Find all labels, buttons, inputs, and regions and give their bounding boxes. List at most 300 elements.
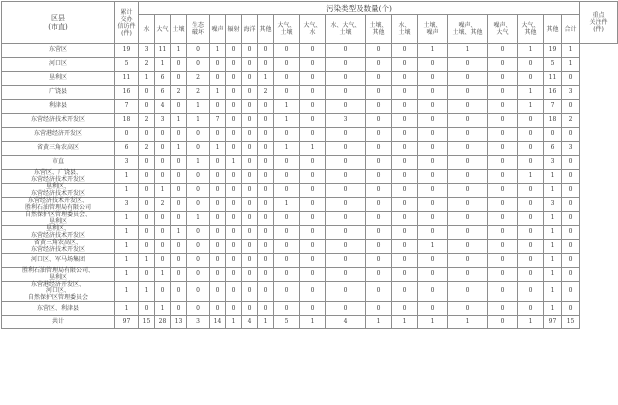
- value-cell: 0: [258, 44, 274, 58]
- value-cell: 0: [448, 212, 488, 226]
- value-cell: 0: [210, 282, 226, 302]
- value-cell: 0: [258, 240, 274, 254]
- value-cell: 0: [242, 58, 258, 72]
- value-cell: 0: [448, 72, 488, 86]
- value-cell: 0: [155, 128, 171, 142]
- header-pollution-type: 大气、 其他: [518, 15, 544, 44]
- value-cell: 0: [171, 268, 187, 282]
- value-cell: 0: [226, 142, 242, 156]
- value-cell: 16: [115, 86, 139, 100]
- value-cell: 0: [171, 212, 187, 226]
- table-row: [2, 128, 618, 142]
- header-pollution-type: 土壤、 其他: [366, 15, 392, 44]
- region-cell: 自然保护区管理委员会、 垦利区: [2, 212, 115, 226]
- value-cell: 0: [326, 302, 366, 316]
- header-pollution-group: 污染类型及数量(个): [139, 2, 580, 15]
- value-cell: 1: [544, 302, 562, 316]
- value-cell: 0: [562, 156, 580, 170]
- value-cell: 0: [518, 114, 544, 128]
- value-cell: 2: [139, 58, 155, 72]
- value-cell: 0: [210, 100, 226, 114]
- value-cell: 0: [518, 72, 544, 86]
- value-cell: 0: [187, 254, 210, 268]
- value-cell: 1: [115, 212, 139, 226]
- value-cell: 1: [518, 316, 544, 329]
- value-cell: 0: [562, 226, 580, 240]
- value-cell: 1: [448, 316, 488, 329]
- table-row: [2, 170, 618, 184]
- table-row: [2, 254, 618, 268]
- table-row: [2, 114, 618, 128]
- value-cell: 1: [518, 170, 544, 184]
- value-cell: 1: [171, 142, 187, 156]
- value-cell: 0: [139, 86, 155, 100]
- value-cell: 0: [226, 114, 242, 128]
- value-cell: 1: [115, 268, 139, 282]
- value-cell: 0: [155, 254, 171, 268]
- value-cell: 0: [242, 156, 258, 170]
- value-cell: 0: [518, 198, 544, 212]
- value-cell: 0: [242, 86, 258, 100]
- value-cell: 1: [418, 240, 448, 254]
- value-cell: 1: [544, 212, 562, 226]
- value-cell: 0: [258, 212, 274, 226]
- value-cell: 0: [226, 128, 242, 142]
- value-cell: 0: [326, 156, 366, 170]
- value-cell: 0: [258, 302, 274, 316]
- value-cell: 14: [210, 316, 226, 329]
- table-row: [2, 44, 618, 58]
- value-cell: 1: [366, 316, 392, 329]
- value-cell: 0: [488, 142, 518, 156]
- value-cell: 0: [226, 254, 242, 268]
- value-cell: 2: [139, 114, 155, 128]
- value-cell: 0: [155, 282, 171, 302]
- value-cell: 0: [392, 156, 418, 170]
- header-pollution-type: 水、 土壤: [392, 15, 418, 44]
- header-pollution-type: 海洋: [242, 15, 258, 44]
- value-cell: 1: [518, 44, 544, 58]
- value-cell: 6: [155, 86, 171, 100]
- value-cell: 0: [155, 156, 171, 170]
- value-cell: 0: [258, 128, 274, 142]
- value-cell: 3: [544, 156, 562, 170]
- value-cell: 1: [392, 316, 418, 329]
- value-cell: 0: [226, 44, 242, 58]
- value-cell: 1: [171, 114, 187, 128]
- value-cell: 0: [226, 58, 242, 72]
- value-cell: 1: [258, 316, 274, 329]
- value-cell: 0: [488, 282, 518, 302]
- value-cell: 0: [187, 142, 210, 156]
- value-cell: 0: [115, 128, 139, 142]
- value-cell: 1: [115, 184, 139, 198]
- value-cell: 0: [210, 170, 226, 184]
- value-cell: 0: [392, 226, 418, 240]
- value-cell: 1: [300, 316, 326, 329]
- value-cell: 1: [115, 226, 139, 240]
- value-cell: 7: [115, 100, 139, 114]
- value-cell: 0: [448, 128, 488, 142]
- value-cell: 0: [562, 198, 580, 212]
- value-cell: 0: [210, 302, 226, 316]
- value-cell: 0: [418, 156, 448, 170]
- value-cell: 0: [274, 128, 300, 142]
- region-cell: 河口区、军马场集团: [2, 254, 115, 268]
- header-pollution-type: 合计: [562, 15, 580, 44]
- value-cell: 1: [187, 114, 210, 128]
- value-cell: 16: [544, 86, 562, 100]
- value-cell: 0: [518, 184, 544, 198]
- value-cell: 0: [300, 226, 326, 240]
- value-cell: 0: [171, 72, 187, 86]
- value-cell: 0: [392, 254, 418, 268]
- value-cell: 0: [488, 170, 518, 184]
- value-cell: 0: [392, 240, 418, 254]
- value-cell: 1: [115, 282, 139, 302]
- table-row: [2, 156, 618, 170]
- value-cell: 2: [139, 142, 155, 156]
- value-cell: 0: [300, 184, 326, 198]
- value-cell: 1: [155, 184, 171, 198]
- value-cell: 0: [242, 142, 258, 156]
- value-cell: 3: [326, 114, 366, 128]
- value-cell: 0: [518, 156, 544, 170]
- value-cell: 1: [226, 156, 242, 170]
- value-cell: 4: [326, 316, 366, 329]
- value-cell: 3: [562, 86, 580, 100]
- value-cell: 0: [562, 302, 580, 316]
- value-cell: 0: [488, 226, 518, 240]
- header-pollution-type: 噪声、 大气: [488, 15, 518, 44]
- value-cell: 1: [115, 170, 139, 184]
- value-cell: 1: [226, 316, 242, 329]
- value-cell: 0: [418, 170, 448, 184]
- value-cell: 0: [300, 114, 326, 128]
- value-cell: 1: [210, 142, 226, 156]
- value-cell: 1: [544, 282, 562, 302]
- value-cell: 0: [258, 100, 274, 114]
- value-cell: 0: [326, 240, 366, 254]
- value-cell: 1: [562, 58, 580, 72]
- value-cell: 0: [326, 198, 366, 212]
- value-cell: 0: [448, 114, 488, 128]
- value-cell: 0: [210, 58, 226, 72]
- value-cell: 0: [418, 282, 448, 302]
- value-cell: 0: [274, 156, 300, 170]
- value-cell: 0: [171, 198, 187, 212]
- value-cell: 7: [210, 114, 226, 128]
- value-cell: 0: [171, 128, 187, 142]
- value-cell: 1: [300, 142, 326, 156]
- value-cell: 0: [171, 302, 187, 316]
- value-cell: 19: [544, 44, 562, 58]
- value-cell: 0: [274, 170, 300, 184]
- value-cell: 3: [139, 44, 155, 58]
- value-cell: 0: [210, 184, 226, 198]
- header-region: 区县 (市直): [2, 2, 115, 44]
- value-cell: 0: [242, 282, 258, 302]
- table-row: [2, 86, 618, 100]
- value-cell: 0: [448, 268, 488, 282]
- value-cell: 1: [544, 268, 562, 282]
- value-cell: 1: [115, 302, 139, 316]
- header-pollution-type: 辐射: [226, 15, 242, 44]
- value-cell: 0: [242, 198, 258, 212]
- value-cell: 1: [274, 198, 300, 212]
- value-cell: 0: [139, 198, 155, 212]
- table-row: [2, 240, 618, 254]
- value-cell: 0: [448, 282, 488, 302]
- value-cell: 0: [366, 156, 392, 170]
- value-cell: 0: [392, 184, 418, 198]
- value-cell: 3: [115, 156, 139, 170]
- value-cell: 0: [366, 100, 392, 114]
- value-cell: 0: [187, 128, 210, 142]
- value-cell: 0: [418, 226, 448, 240]
- value-cell: 11: [544, 72, 562, 86]
- value-cell: 0: [242, 226, 258, 240]
- value-cell: 5: [115, 58, 139, 72]
- value-cell: 1: [155, 302, 171, 316]
- value-cell: 0: [139, 100, 155, 114]
- value-cell: 1: [258, 72, 274, 86]
- value-cell: 1: [187, 212, 210, 226]
- value-cell: 0: [366, 184, 392, 198]
- value-cell: 0: [366, 226, 392, 240]
- value-cell: 0: [210, 72, 226, 86]
- table-row: [2, 268, 618, 282]
- value-cell: 0: [392, 302, 418, 316]
- value-cell: 0: [210, 240, 226, 254]
- value-cell: 0: [171, 184, 187, 198]
- value-cell: 13: [171, 316, 187, 329]
- value-cell: 0: [488, 128, 518, 142]
- value-cell: 2: [187, 72, 210, 86]
- value-cell: 0: [139, 240, 155, 254]
- value-cell: 0: [226, 226, 242, 240]
- value-cell: 1: [544, 184, 562, 198]
- value-cell: 18: [115, 114, 139, 128]
- value-cell: 0: [366, 114, 392, 128]
- value-cell: 0: [226, 268, 242, 282]
- value-cell: 0: [155, 240, 171, 254]
- value-cell: 0: [518, 58, 544, 72]
- value-cell: 0: [210, 198, 226, 212]
- value-cell: 0: [300, 58, 326, 72]
- header-pollution-type: 土壤、 噪声: [418, 15, 448, 44]
- value-cell: 0: [258, 170, 274, 184]
- header-duplicate: 重点 关注件 (件): [580, 2, 618, 44]
- value-cell: 6: [544, 142, 562, 156]
- value-cell: 0: [418, 114, 448, 128]
- value-cell: 0: [242, 302, 258, 316]
- value-cell: 0: [187, 302, 210, 316]
- value-cell: 0: [300, 170, 326, 184]
- value-cell: 1: [448, 44, 488, 58]
- value-cell: 0: [392, 198, 418, 212]
- value-cell: 0: [242, 254, 258, 268]
- value-cell: 0: [518, 226, 544, 240]
- value-cell: 1: [274, 100, 300, 114]
- value-cell: 3: [187, 316, 210, 329]
- value-cell: 0: [392, 114, 418, 128]
- region-cell: 东营区、广饶县、 东营经济技术开发区: [2, 170, 115, 184]
- region-cell: 省黄三角农高区: [2, 142, 115, 156]
- value-cell: 0: [366, 72, 392, 86]
- value-cell: 0: [226, 184, 242, 198]
- value-cell: 0: [418, 198, 448, 212]
- value-cell: 0: [326, 254, 366, 268]
- value-cell: 2: [171, 86, 187, 100]
- value-cell: 0: [139, 302, 155, 316]
- value-cell: 1: [171, 44, 187, 58]
- value-cell: 0: [518, 268, 544, 282]
- value-cell: 0: [187, 226, 210, 240]
- value-cell: 0: [258, 58, 274, 72]
- table-row: [2, 282, 618, 302]
- value-cell: 0: [242, 44, 258, 58]
- value-cell: 0: [488, 184, 518, 198]
- value-cell: 0: [300, 268, 326, 282]
- header-pollution-type: 水、大气、 土壤: [326, 15, 366, 44]
- header-pollution-type: 大气、 土壤: [274, 15, 300, 44]
- header-pollution-type: 大气: [155, 15, 171, 44]
- value-cell: 0: [226, 212, 242, 226]
- value-cell: 0: [392, 100, 418, 114]
- value-cell: 0: [326, 170, 366, 184]
- table-row: [2, 100, 618, 114]
- value-cell: 0: [326, 142, 366, 156]
- value-cell: 0: [274, 58, 300, 72]
- value-cell: 1: [171, 226, 187, 240]
- value-cell: 0: [187, 268, 210, 282]
- region-cell: 东营港经济开发区、 河口区、 自然保护区管理委员会: [2, 282, 115, 302]
- value-cell: 2: [155, 198, 171, 212]
- table-row: [2, 184, 618, 198]
- value-cell: 0: [226, 302, 242, 316]
- value-cell: 18: [544, 114, 562, 128]
- value-cell: 0: [488, 44, 518, 58]
- value-cell: 0: [392, 72, 418, 86]
- value-cell: 19: [115, 44, 139, 58]
- header-pollution-type: 其他: [544, 15, 562, 44]
- value-cell: 0: [488, 156, 518, 170]
- value-cell: 0: [242, 184, 258, 198]
- value-cell: 0: [488, 198, 518, 212]
- value-cell: 0: [418, 72, 448, 86]
- value-cell: 0: [392, 142, 418, 156]
- value-cell: 0: [300, 156, 326, 170]
- value-cell: 0: [300, 86, 326, 100]
- value-cell: 0: [562, 128, 580, 142]
- value-cell: 0: [488, 114, 518, 128]
- value-cell: 0: [139, 268, 155, 282]
- header-pollution-type: 水: [139, 15, 155, 44]
- value-cell: 0: [562, 100, 580, 114]
- value-cell: 0: [366, 254, 392, 268]
- value-cell: 0: [258, 282, 274, 302]
- value-cell: 1: [544, 170, 562, 184]
- value-cell: 3: [544, 198, 562, 212]
- region-cell: 广饶县: [2, 86, 115, 100]
- value-cell: 0: [366, 44, 392, 58]
- value-cell: 0: [242, 100, 258, 114]
- value-cell: 0: [366, 302, 392, 316]
- value-cell: 0: [544, 128, 562, 142]
- value-cell: 0: [242, 170, 258, 184]
- value-cell: 0: [155, 142, 171, 156]
- value-cell: 0: [562, 254, 580, 268]
- value-cell: 0: [488, 302, 518, 316]
- value-cell: 1: [210, 86, 226, 100]
- value-cell: 0: [488, 86, 518, 100]
- header-cumulative: 累计 交办 信访件 (件): [115, 2, 139, 44]
- value-cell: 0: [226, 72, 242, 86]
- value-cell: 0: [326, 86, 366, 100]
- value-cell: 0: [448, 302, 488, 316]
- region-cell: 东营区: [2, 44, 115, 58]
- value-cell: 0: [210, 226, 226, 240]
- value-cell: 0: [418, 58, 448, 72]
- value-cell: 1: [518, 100, 544, 114]
- value-cell: 0: [488, 72, 518, 86]
- table-row: [2, 58, 618, 72]
- value-cell: 0: [448, 100, 488, 114]
- value-cell: 0: [518, 254, 544, 268]
- value-cell: 1: [187, 100, 210, 114]
- value-cell: 0: [187, 282, 210, 302]
- value-cell: 1: [139, 72, 155, 86]
- value-cell: 0: [258, 184, 274, 198]
- table-row: [2, 302, 618, 316]
- region-cell: 垦利区: [2, 72, 115, 86]
- header-pollution-type: 噪声、 土壤、其他: [448, 15, 488, 44]
- value-cell: 0: [300, 72, 326, 86]
- value-cell: 0: [155, 212, 171, 226]
- value-cell: 0: [210, 254, 226, 268]
- value-cell: 0: [518, 240, 544, 254]
- value-cell: 97: [544, 316, 562, 329]
- value-cell: 0: [562, 268, 580, 282]
- total-row: [2, 316, 618, 329]
- value-cell: 0: [326, 58, 366, 72]
- value-cell: 1: [155, 268, 171, 282]
- value-cell: 0: [562, 184, 580, 198]
- table-row: [2, 198, 618, 212]
- value-cell: 0: [242, 240, 258, 254]
- value-cell: 7: [544, 100, 562, 114]
- value-cell: 0: [326, 282, 366, 302]
- value-cell: 0: [326, 226, 366, 240]
- value-cell: 0: [418, 254, 448, 268]
- value-cell: 97: [115, 316, 139, 329]
- value-cell: 0: [366, 212, 392, 226]
- value-cell: 0: [366, 58, 392, 72]
- value-cell: 1: [518, 86, 544, 100]
- value-cell: 0: [518, 282, 544, 302]
- value-cell: 0: [488, 268, 518, 282]
- value-cell: 0: [326, 184, 366, 198]
- value-cell: 0: [258, 156, 274, 170]
- value-cell: 0: [274, 268, 300, 282]
- value-cell: 0: [488, 58, 518, 72]
- value-cell: 0: [366, 268, 392, 282]
- value-cell: 0: [366, 240, 392, 254]
- value-cell: 0: [448, 86, 488, 100]
- value-cell: 0: [210, 156, 226, 170]
- value-cell: 0: [448, 58, 488, 72]
